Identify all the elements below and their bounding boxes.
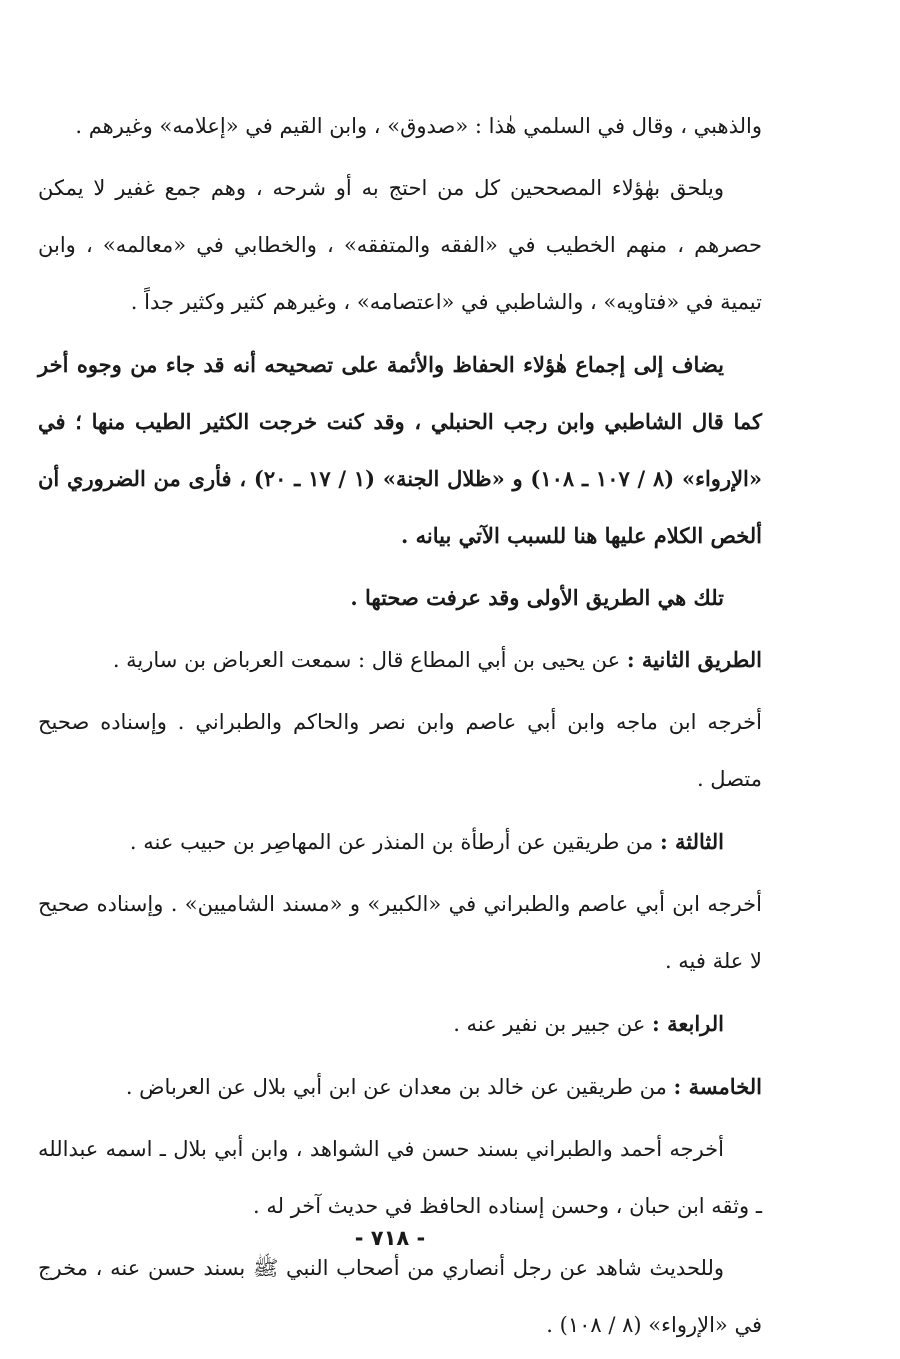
paragraph-6 (38, 694, 762, 808)
paragraph-3-text: يضاف إلى إجماع هٰؤلاء الحفاظ والأئمة على تصحيحه أنه قد جاء من وجوه أخر كما قال الشاطبي وابن رجب الحنبلي ، وقد كنت خرجت الكثير الطيب منها ؛ في «الإرواء» (٨ / ١٠٧ ـ ١٠٨) و «ظلال الجنة» (١ / ١٧ ـ ٢٠) ، فأرى من الضروري أن ألخص الكلام عليها هنا للسبب الآتي بيانه . (38, 352, 763, 548)
paragraph-10 (38, 1058, 762, 1116)
paragraph-2-text: ويلحق بهٰؤلاء المصححين كل من احتج به أو شرحه ، وهم جمع غفير لا يمكن حصرهم ، منهم الخطيب في «الفقه والمتفقه» ، والخطابي في «معالمه» ، وابن تيمية في «فتاويه» ، والشاطبي في «اعتصامه» ، وغيرهم كثير وكثير جداً . (38, 176, 762, 314)
paragraph-7-text: من طريقين عن أرطأة بن المنذر عن المهاصِر بن حبيب عنه . (129, 830, 660, 854)
paragraph-9-heading: الرابعة : (652, 1011, 724, 1036)
paragraph-8 (38, 876, 762, 990)
paragraph-4 (38, 569, 762, 626)
paragraph-7 (38, 813, 762, 871)
paragraph-5-heading: الطريق الثانية : (626, 647, 762, 672)
paragraph-7-heading: الثالثة : (659, 829, 724, 854)
paragraph-10-heading: الخامسة : (673, 1074, 762, 1099)
paragraph-1-text: والذهبي ، وقال في السلمي هٰذا : «صدوق» ، وابن القيم في «إعلامه» وغيرهم . (75, 114, 762, 138)
paragraph-11 (38, 1121, 762, 1235)
page-number: - ٧١٨ - (354, 1226, 426, 1250)
paragraph-8-text: أخرجه ابن أبي عاصم والطبراني في «الكبير» و «مسند الشاميين» . وإسناده صحيح لا علة فيه . (38, 892, 762, 973)
paragraph-12 (38, 1240, 762, 1354)
paragraph-9-text: عن جبير بن نفير عنه . (453, 1012, 653, 1036)
paragraph-11-text: أخرجه أحمد والطبراني بسند حسن في الشواهد ، وابن أبي بلال ـ اسمه عبدالله ـ وثقه ابن حبان ، وحسن إسناده الحافظ في حديث آخر له . (38, 1137, 762, 1218)
paragraph-4-text: تلك هي الطريق الأولى وقد عرفت صحتها . (350, 585, 724, 610)
paragraph-6-text: أخرجه ابن ماجه وابن أبي عاصم وابن نصر والحاكم والطبراني . وإسناده صحيح متصل . (38, 710, 762, 791)
paragraph-2 (38, 160, 762, 331)
paragraph-1 (38, 98, 762, 155)
body-text (38, 98, 762, 1359)
paragraph-5-text: عن يحيى بن أبي المطاع قال : سمعت العرباض بن سارية . (112, 648, 627, 672)
paragraph-3 (38, 336, 762, 564)
paragraph-9 (38, 995, 762, 1053)
paragraph-10-text: من طريقين عن خالد بن معدان عن ابن أبي بلال عن العرباض . (125, 1075, 674, 1099)
paragraph-12-text: وللحديث شاهد عن رجل أنصاري من أصحاب النبي ﷺ بسند حسن عنه ، مخرج في «الإرواء» (٨ / ١٠٨) . (38, 1256, 762, 1337)
paragraph-5 (38, 631, 762, 689)
